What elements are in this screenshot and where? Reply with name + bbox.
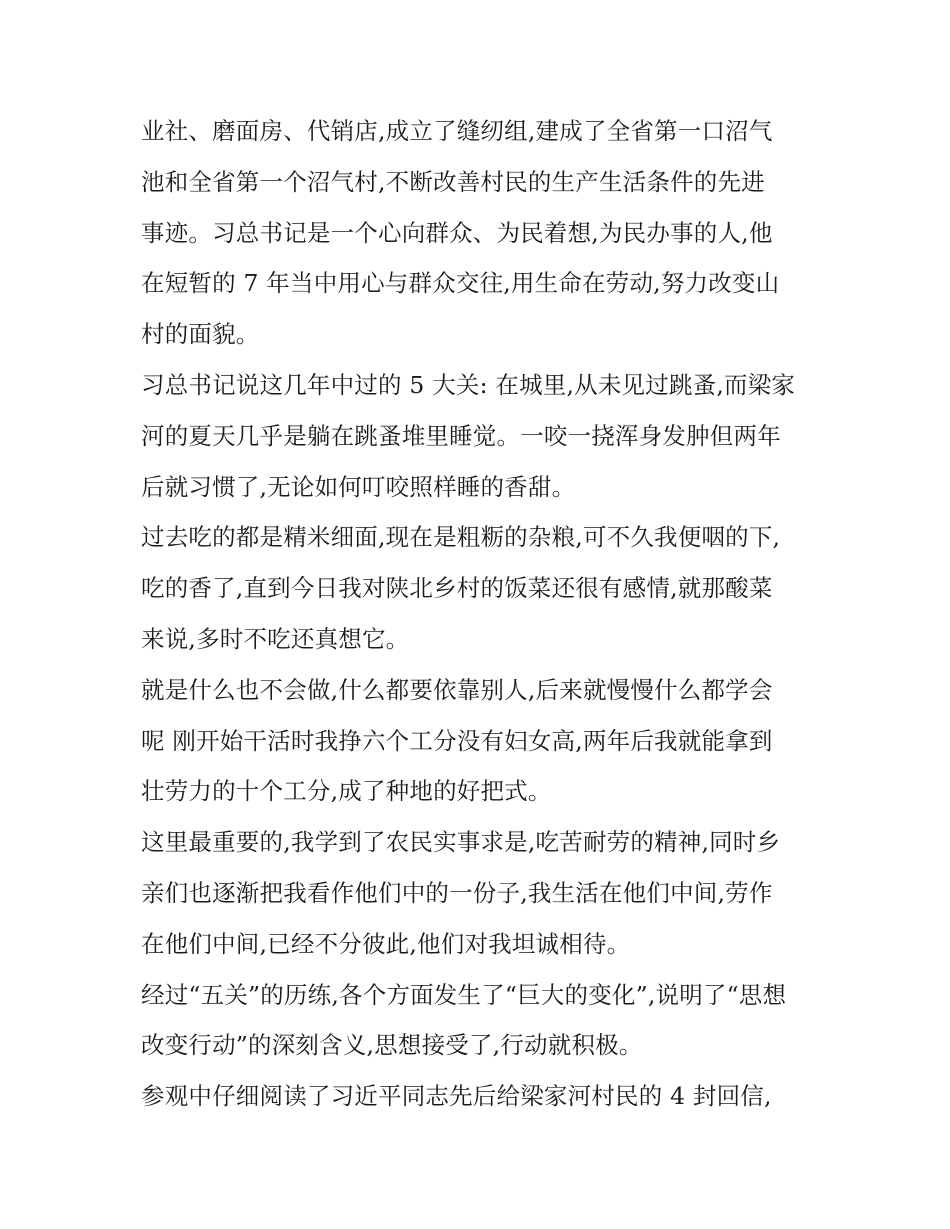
text-line: 改变行动”的深刻含义,思想接受了,行动就积极。 bbox=[141, 1031, 643, 1060]
text-line: 这里最重要的,我学到了农民实事求是,吃苦耐劳的精神,同时乡 bbox=[141, 828, 781, 857]
text-line: 吃的香了,直到今日我对陕北乡村的饭菜还很有感情,就那酸菜 bbox=[141, 574, 773, 603]
text-line: 后就习惯了,无论如何叮咬照样睡的香甜。 bbox=[141, 472, 576, 501]
text-line: 在他们中间,已经不分彼此,他们对我坦诚相待。 bbox=[141, 929, 631, 958]
text-line: 在短暂的 7 年当中用心与群众交往,用生命在劳动,努力改变山 bbox=[141, 269, 780, 298]
text-line: 池和全省第一个沼气村,不断改善村民的生产生活条件的先进 bbox=[141, 167, 765, 196]
text-line: 亲们也逐渐把我看作他们中的一份子,我生活在他们中间,劳作 bbox=[141, 878, 773, 907]
text-line: 呢 刚开始干活时我挣六个工分没有妇女高,两年后我就能拿到 bbox=[141, 726, 773, 755]
document-body bbox=[141, 106, 821, 1122]
text-line: 参观中仔细阅读了习近平同志先后给梁家河村民的 4 封回信, bbox=[141, 1082, 772, 1111]
text-line: 壮劳力的十个工分,成了种地的好把式。 bbox=[141, 777, 552, 806]
text-line: 来说,多时不吃还真想它。 bbox=[141, 624, 410, 653]
text-line: 就是什么也不会做,什么都要依靠别人,后来就慢慢什么都学会 bbox=[141, 675, 773, 704]
text-line: 习总书记说这几年中过的 5 大关: 在城里,从未见过跳蚤,而梁家 bbox=[141, 370, 796, 399]
text-line: 经过“五关”的历练,各个方面发生了“巨大的变化”,说明了“思想 bbox=[141, 980, 787, 1009]
text-line: 过去吃的都是精米细面,现在是粗粝的杂粮,可不久我便咽的下, bbox=[141, 523, 781, 552]
text-line: 河的夏天几乎是躺在跳蚤堆里睡觉。一咬一挠浑身发肿但两年 bbox=[141, 421, 781, 450]
text-line: 业社、磨面房、代销店,成立了缝纫组,建成了全省第一口沼气 bbox=[141, 117, 773, 145]
text-line: 事迹。习总书记是一个心向群众、为民着想,为民办事的人,他 bbox=[141, 218, 773, 247]
text-line: 村的面貌。 bbox=[141, 320, 260, 349]
